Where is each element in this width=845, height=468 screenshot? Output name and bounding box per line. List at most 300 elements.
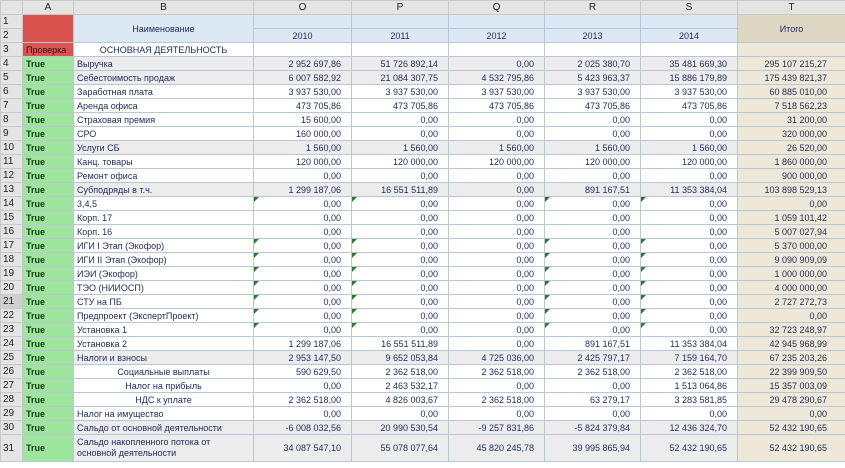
value-cell[interactable]: 20 990 530,54	[352, 421, 449, 435]
value-cell[interactable]: 0,00	[254, 309, 352, 323]
check-cell[interactable]: True	[23, 337, 74, 351]
row-header[interactable]: 7	[1, 99, 23, 113]
value-cell[interactable]: 0,00	[545, 379, 641, 393]
row-header[interactable]: 9	[1, 127, 23, 141]
row-header[interactable]: 2	[1, 29, 23, 43]
value-cell[interactable]: 1 560,00	[641, 141, 738, 155]
value-cell[interactable]: 0,00	[641, 239, 738, 253]
value-cell[interactable]: 12 436 324,70	[641, 421, 738, 435]
value-cell[interactable]: 160 000,00	[254, 127, 352, 141]
total-cell[interactable]: 295 107 215,27	[738, 57, 845, 71]
value-cell[interactable]: 0,00	[254, 253, 352, 267]
table-row	[1, 141, 845, 155]
row-header[interactable]: 30	[1, 421, 23, 435]
value-cell[interactable]: 0,00	[352, 127, 449, 141]
check-cell[interactable]: True	[23, 379, 74, 393]
row-header[interactable]: 4	[1, 57, 23, 71]
year-header-cell[interactable]: 2014	[641, 29, 738, 43]
total-cell[interactable]: 4 000 000,00	[738, 281, 845, 295]
table-row	[1, 351, 845, 365]
check-cell[interactable]: True	[23, 295, 74, 309]
check-header-cell[interactable]	[23, 15, 74, 43]
check-cell[interactable]: True	[23, 127, 74, 141]
row-header[interactable]: 19	[1, 267, 23, 281]
column-header-t[interactable]: T	[738, 1, 845, 15]
value-cell[interactable]: 0,00	[545, 169, 641, 183]
total-cell[interactable]: 60 885 010,00	[738, 85, 845, 99]
value-cell[interactable]: 0,00	[352, 407, 449, 421]
value-cell[interactable]: 473 705,86	[449, 99, 545, 113]
total-cell[interactable]: 67 235 203,26	[738, 351, 845, 365]
check-cell[interactable]: True	[23, 183, 74, 197]
item-name-cell[interactable]: Заработная плата	[74, 85, 254, 99]
column-header-a[interactable]: A	[23, 1, 74, 15]
item-name-cell[interactable]: НДС к уплате	[74, 393, 254, 407]
value-cell[interactable]: 0,00	[449, 253, 545, 267]
value-cell[interactable]: 0,00	[641, 127, 738, 141]
value-cell[interactable]: 0,00	[641, 267, 738, 281]
total-cell[interactable]: 26 520,00	[738, 141, 845, 155]
value-cell[interactable]: 0,00	[545, 127, 641, 141]
check-cell[interactable]: True	[23, 267, 74, 281]
check-cell[interactable]: True	[23, 281, 74, 295]
value-cell[interactable]: 15 886 179,89	[641, 71, 738, 85]
header-spacer-cell[interactable]	[254, 15, 352, 29]
value-cell[interactable]: 0,00	[254, 379, 352, 393]
year-header-cell[interactable]: 2012	[449, 29, 545, 43]
header-spacer-cell[interactable]	[641, 15, 738, 29]
item-name-cell[interactable]: СТУ на ПБ	[74, 295, 254, 309]
value-cell[interactable]: 0,00	[352, 239, 449, 253]
value-cell[interactable]: 891 167,51	[545, 337, 641, 351]
value-cell[interactable]: 15 600,00	[254, 113, 352, 127]
total-cell[interactable]: 0,00	[738, 407, 845, 421]
row-header[interactable]: 14	[1, 197, 23, 211]
value-cell[interactable]: 4 532 795,86	[449, 71, 545, 85]
value-cell[interactable]: 0,00	[545, 197, 641, 211]
check-cell[interactable]: True	[23, 155, 74, 169]
value-cell[interactable]: 1 513 064,86	[641, 379, 738, 393]
value-cell[interactable]: 3 937 530,00	[254, 85, 352, 99]
value-cell[interactable]: 7 159 164,70	[641, 351, 738, 365]
value-cell[interactable]: 3 937 530,00	[641, 85, 738, 99]
value-cell[interactable]: 2 362 518,00	[449, 365, 545, 379]
total-cell[interactable]: 29 478 290,67	[738, 393, 845, 407]
value-cell[interactable]: 3 283 581,85	[641, 393, 738, 407]
value-cell[interactable]: 2 953 147,50	[254, 351, 352, 365]
value-cell[interactable]: 2 952 697,86	[254, 57, 352, 71]
item-name-cell[interactable]: Установка 2	[74, 337, 254, 351]
total-cell[interactable]: 52 432 190,65	[738, 435, 845, 462]
total-cell[interactable]: 7 518 562,23	[738, 99, 845, 113]
check-cell[interactable]: True	[23, 85, 74, 99]
table-row	[1, 211, 845, 225]
value-cell[interactable]: 0,00	[545, 323, 641, 337]
total-cell[interactable]: 31 200,00	[738, 113, 845, 127]
value-cell[interactable]: 1 299 187,06	[254, 337, 352, 351]
value-cell[interactable]: 0,00	[352, 253, 449, 267]
table-row	[1, 435, 845, 462]
value-cell[interactable]: 0,00	[641, 253, 738, 267]
table-row	[1, 113, 845, 127]
check-cell[interactable]: True	[23, 365, 74, 379]
value-cell[interactable]: 39 995 865,94	[545, 435, 641, 462]
check-cell[interactable]: True	[23, 421, 74, 435]
check-cell[interactable]: True	[23, 99, 74, 113]
value-cell[interactable]: 0,00	[449, 309, 545, 323]
value-cell[interactable]: 2 362 518,00	[254, 393, 352, 407]
item-name-cell[interactable]: ТЭО (НИИОСП)	[74, 281, 254, 295]
value-cell[interactable]: 473 705,86	[545, 99, 641, 113]
value-cell[interactable]: 0,00	[352, 211, 449, 225]
value-cell[interactable]: 0,00	[641, 309, 738, 323]
value-cell[interactable]: 0,00	[254, 281, 352, 295]
value-cell[interactable]: 0,00	[254, 267, 352, 281]
column-header-p[interactable]: P	[352, 1, 449, 15]
value-cell[interactable]: 0,00	[641, 169, 738, 183]
value-cell[interactable]: 3 937 530,00	[449, 85, 545, 99]
value-cell[interactable]: 0,00	[545, 225, 641, 239]
total-cell[interactable]: 5 007 027,94	[738, 225, 845, 239]
value-cell[interactable]: -6 008 032,56	[254, 421, 352, 435]
item-name-cell[interactable]: Социальные выплаты	[74, 365, 254, 379]
value-cell[interactable]: 0,00	[449, 211, 545, 225]
item-name-cell[interactable]: Налоги и взносы	[74, 351, 254, 365]
item-name-cell[interactable]: Корп. 17	[74, 211, 254, 225]
check-cell[interactable]: True	[23, 309, 74, 323]
total-cell[interactable]: 320 000,00	[738, 127, 845, 141]
value-cell[interactable]: 0,00	[641, 281, 738, 295]
value-cell[interactable]: -5 824 379,84	[545, 421, 641, 435]
value-cell[interactable]: 0,00	[254, 225, 352, 239]
value-cell[interactable]: 891 167,51	[545, 183, 641, 197]
item-name-cell[interactable]: СРО	[74, 127, 254, 141]
value-cell[interactable]: 0,00	[641, 295, 738, 309]
value-cell[interactable]: 51 726 892,14	[352, 57, 449, 71]
check-cell[interactable]: True	[23, 435, 74, 462]
value-cell[interactable]: 21 084 307,75	[352, 71, 449, 85]
value-cell[interactable]: 473 705,86	[352, 99, 449, 113]
value-cell[interactable]: 1 560,00	[352, 141, 449, 155]
row-header[interactable]: 25	[1, 351, 23, 365]
item-name-cell[interactable]: ИЭИ (Экофор)	[74, 267, 254, 281]
table-row	[1, 421, 845, 435]
table-row	[1, 267, 845, 281]
total-cell[interactable]: 900 000,00	[738, 169, 845, 183]
value-cell[interactable]: 5 423 963,37	[545, 71, 641, 85]
value-cell[interactable]: 0,00	[449, 379, 545, 393]
value-cell[interactable]: 590 629,50	[254, 365, 352, 379]
column-header-row	[1, 1, 845, 15]
check-cell[interactable]: True	[23, 141, 74, 155]
total-cell[interactable]: 2 727 272,73	[738, 295, 845, 309]
value-cell[interactable]: 0,00	[352, 169, 449, 183]
value-cell[interactable]: 0,00	[254, 295, 352, 309]
total-cell[interactable]: 1 059 101,42	[738, 211, 845, 225]
value-cell[interactable]: 0,00	[449, 225, 545, 239]
total-cell[interactable]: 32 723 248,97	[738, 323, 845, 337]
row-header[interactable]: 18	[1, 253, 23, 267]
item-name-cell[interactable]: Сальдо накопленного потока от основной деятельности	[74, 435, 254, 462]
total-cell[interactable]: 42 945 968,99	[738, 337, 845, 351]
row-header[interactable]: 17	[1, 239, 23, 253]
empty-cell[interactable]	[352, 43, 449, 57]
row-header[interactable]: 29	[1, 407, 23, 421]
total-cell[interactable]: 0,00	[738, 309, 845, 323]
value-cell[interactable]: 0,00	[254, 407, 352, 421]
value-cell[interactable]: 0,00	[352, 323, 449, 337]
total-cell[interactable]: 175 439 821,37	[738, 71, 845, 85]
check-cell[interactable]: True	[23, 393, 74, 407]
table-row	[1, 169, 845, 183]
item-name-cell[interactable]: Установка 1	[74, 323, 254, 337]
value-cell[interactable]: 4 725 036,00	[449, 351, 545, 365]
value-cell[interactable]: 120 000,00	[352, 155, 449, 169]
column-header-q[interactable]: Q	[449, 1, 545, 15]
row-header[interactable]: 28	[1, 393, 23, 407]
total-cell[interactable]: 5 370 000,00	[738, 239, 845, 253]
value-cell[interactable]: 120 000,00	[545, 155, 641, 169]
value-cell[interactable]: 2 463 532,17	[352, 379, 449, 393]
header-spacer-cell[interactable]	[545, 15, 641, 29]
item-name-cell[interactable]: Налог на прибыль	[74, 379, 254, 393]
value-cell[interactable]: 0,00	[352, 309, 449, 323]
year-header-cell[interactable]: 2011	[352, 29, 449, 43]
name-header-cell[interactable]: Наименование	[74, 15, 254, 43]
value-cell[interactable]: 0,00	[449, 281, 545, 295]
total-cell[interactable]: 22 399 909,50	[738, 365, 845, 379]
value-cell[interactable]: 0,00	[545, 253, 641, 267]
value-cell[interactable]: 0,00	[449, 57, 545, 71]
row-header[interactable]: 31	[1, 435, 23, 462]
item-name-cell[interactable]: Субподряды в т.ч.	[74, 183, 254, 197]
empty-cell[interactable]	[254, 43, 352, 57]
value-cell[interactable]: 0,00	[545, 281, 641, 295]
table-row	[1, 309, 845, 323]
value-cell[interactable]: 0,00	[254, 239, 352, 253]
item-name-cell[interactable]: Страховая премия	[74, 113, 254, 127]
value-cell[interactable]: 473 705,86	[641, 99, 738, 113]
value-cell[interactable]: 0,00	[254, 169, 352, 183]
table-row	[1, 365, 845, 379]
row-header[interactable]: 16	[1, 225, 23, 239]
value-cell[interactable]: 34 087 547,10	[254, 435, 352, 462]
year-header-cell[interactable]: 2013	[545, 29, 641, 43]
row-header[interactable]: 27	[1, 379, 23, 393]
value-cell[interactable]: 0,00	[641, 323, 738, 337]
select-all-corner[interactable]	[1, 1, 23, 15]
row-header[interactable]: 20	[1, 281, 23, 295]
value-cell[interactable]: 120 000,00	[641, 155, 738, 169]
value-cell[interactable]: 0,00	[449, 323, 545, 337]
row-header[interactable]: 26	[1, 365, 23, 379]
item-name-cell[interactable]: Канц. товары	[74, 155, 254, 169]
check-cell[interactable]: True	[23, 225, 74, 239]
header-spacer-cell[interactable]	[352, 15, 449, 29]
value-cell[interactable]: 0,00	[641, 113, 738, 127]
item-name-cell[interactable]: Выручка	[74, 57, 254, 71]
row-header[interactable]: 3	[1, 43, 23, 57]
column-header-o[interactable]: O	[254, 1, 352, 15]
row-header[interactable]: 5	[1, 71, 23, 85]
value-cell[interactable]: 2 362 518,00	[641, 365, 738, 379]
value-cell[interactable]: 0,00	[545, 267, 641, 281]
value-cell[interactable]: 0,00	[352, 267, 449, 281]
check-cell[interactable]: True	[23, 169, 74, 183]
value-cell[interactable]: 0,00	[449, 169, 545, 183]
value-cell[interactable]: 0,00	[254, 197, 352, 211]
value-cell[interactable]: 0,00	[545, 407, 641, 421]
item-name-cell[interactable]: Услуги СБ	[74, 141, 254, 155]
value-cell[interactable]: 0,00	[641, 407, 738, 421]
item-name-cell[interactable]: ИГИ I Этап (Экофор)	[74, 239, 254, 253]
empty-cell[interactable]	[545, 43, 641, 57]
year-header-cell[interactable]: 2010	[254, 29, 352, 43]
item-name-cell[interactable]: Аренда офиса	[74, 99, 254, 113]
value-cell[interactable]: 2 362 518,00	[545, 365, 641, 379]
value-cell[interactable]: 6 007 582,92	[254, 71, 352, 85]
check-cell[interactable]: True	[23, 323, 74, 337]
value-cell[interactable]: 0,00	[449, 337, 545, 351]
check-cell[interactable]: True	[23, 197, 74, 211]
value-cell[interactable]: 1 560,00	[254, 141, 352, 155]
item-name-cell[interactable]: Корп. 16	[74, 225, 254, 239]
value-cell[interactable]: 16 551 511,89	[352, 337, 449, 351]
check-label-cell[interactable]: Проверка	[23, 43, 74, 57]
empty-cell[interactable]	[641, 43, 738, 57]
item-name-cell[interactable]: 3,4,5	[74, 197, 254, 211]
table-row	[1, 253, 845, 267]
value-cell[interactable]: 0,00	[545, 295, 641, 309]
item-name-cell[interactable]: Сальдо от основной деятельности	[74, 421, 254, 435]
value-cell[interactable]: 0,00	[449, 407, 545, 421]
check-cell[interactable]: True	[23, 57, 74, 71]
check-cell[interactable]: True	[23, 211, 74, 225]
value-cell[interactable]: 2 362 518,00	[449, 393, 545, 407]
item-name-cell[interactable]: Себестоимость продаж	[74, 71, 254, 85]
column-header-b[interactable]: B	[74, 1, 254, 15]
header-spacer-cell[interactable]	[449, 15, 545, 29]
row-header[interactable]: 12	[1, 169, 23, 183]
total-cell[interactable]: 1 860 000,00	[738, 155, 845, 169]
total-cell[interactable]: 52 432 190,65	[738, 421, 845, 435]
total-cell[interactable]: 103 898 529,13	[738, 183, 845, 197]
check-cell[interactable]: True	[23, 71, 74, 85]
row-header[interactable]: 21	[1, 295, 23, 309]
row-header[interactable]: 24	[1, 337, 23, 351]
value-cell[interactable]: 0,00	[449, 295, 545, 309]
value-cell[interactable]: 0,00	[254, 323, 352, 337]
value-cell[interactable]: 0,00	[641, 211, 738, 225]
value-cell[interactable]: 0,00	[545, 211, 641, 225]
row-header[interactable]: 11	[1, 155, 23, 169]
value-cell[interactable]: 0,00	[449, 113, 545, 127]
item-name-cell[interactable]: Налог на имущество	[74, 407, 254, 421]
value-cell[interactable]: 0,00	[254, 211, 352, 225]
total-header-cell[interactable]: Итого	[738, 15, 845, 43]
value-cell[interactable]: 9 652 053,84	[352, 351, 449, 365]
value-cell[interactable]: 0,00	[352, 197, 449, 211]
value-cell[interactable]: 16 551 511,89	[352, 183, 449, 197]
row-header[interactable]: 23	[1, 323, 23, 337]
total-cell[interactable]: 9 090 909,09	[738, 253, 845, 267]
value-cell[interactable]: 0,00	[352, 113, 449, 127]
row-header[interactable]: 15	[1, 211, 23, 225]
value-cell[interactable]: 35 481 669,30	[641, 57, 738, 71]
table-row	[1, 225, 845, 239]
value-cell[interactable]: 45 820 245,78	[449, 435, 545, 462]
column-header-s[interactable]: S	[641, 1, 738, 15]
value-cell[interactable]: 0,00	[352, 225, 449, 239]
total-cell[interactable]: 15 357 003,09	[738, 379, 845, 393]
value-cell[interactable]: 3 937 530,00	[545, 85, 641, 99]
table-row	[1, 323, 845, 337]
row-header[interactable]: 1	[1, 15, 23, 29]
value-cell[interactable]: 0,00	[449, 183, 545, 197]
value-cell[interactable]: 0,00	[352, 295, 449, 309]
total-cell[interactable]: 1 000 000,00	[738, 267, 845, 281]
value-cell[interactable]: 0,00	[545, 113, 641, 127]
value-cell[interactable]: 473 705,86	[254, 99, 352, 113]
item-name-cell[interactable]: Предпроект (ЭкспертПроект)	[74, 309, 254, 323]
value-cell[interactable]: 11 353 384,04	[641, 183, 738, 197]
value-cell[interactable]: 2 362 518,00	[352, 365, 449, 379]
check-cell[interactable]: True	[23, 113, 74, 127]
section-title-cell[interactable]: ОСНОВНАЯ ДЕЯТЕЛЬНОСТЬ	[74, 43, 254, 57]
value-cell[interactable]: 0,00	[449, 197, 545, 211]
value-cell[interactable]: 11 353 384,04	[641, 337, 738, 351]
row-header[interactable]: 22	[1, 309, 23, 323]
empty-cell[interactable]	[449, 43, 545, 57]
check-cell[interactable]: True	[23, 239, 74, 253]
item-name-cell[interactable]: ИГИ II Этап (Экофор)	[74, 253, 254, 267]
check-cell[interactable]: True	[23, 407, 74, 421]
value-cell[interactable]: 63 279,17	[545, 393, 641, 407]
value-cell[interactable]: 0,00	[449, 127, 545, 141]
column-header-r[interactable]: R	[545, 1, 641, 15]
table-row	[1, 155, 845, 169]
value-cell[interactable]: 1 560,00	[449, 141, 545, 155]
value-cell[interactable]: 0,00	[545, 239, 641, 253]
total-cell[interactable]: 0,00	[738, 197, 845, 211]
row-header[interactable]: 10	[1, 141, 23, 155]
value-cell[interactable]: 52 432 190,65	[641, 435, 738, 462]
value-cell[interactable]: 55 078 077,64	[352, 435, 449, 462]
check-cell[interactable]: True	[23, 253, 74, 267]
row-header[interactable]: 13	[1, 183, 23, 197]
value-cell[interactable]: 1 560,00	[545, 141, 641, 155]
check-cell[interactable]: True	[23, 351, 74, 365]
value-cell[interactable]: 120 000,00	[449, 155, 545, 169]
value-cell[interactable]: 2 025 380,70	[545, 57, 641, 71]
value-cell[interactable]: 1 299 187,06	[254, 183, 352, 197]
value-cell[interactable]: 0,00	[352, 281, 449, 295]
empty-total-cell[interactable]	[738, 43, 845, 57]
value-cell[interactable]: 0,00	[449, 267, 545, 281]
value-cell[interactable]: 0,00	[449, 239, 545, 253]
value-cell[interactable]: -9 257 831,86	[449, 421, 545, 435]
value-cell[interactable]: 0,00	[641, 197, 738, 211]
value-cell[interactable]: 2 425 797,17	[545, 351, 641, 365]
item-name-cell[interactable]: Ремонт офиса	[74, 169, 254, 183]
value-cell[interactable]: 3 937 530,00	[352, 85, 449, 99]
row-header[interactable]: 8	[1, 113, 23, 127]
value-cell[interactable]: 0,00	[641, 225, 738, 239]
row-header[interactable]: 6	[1, 85, 23, 99]
value-cell[interactable]: 0,00	[545, 309, 641, 323]
value-cell[interactable]: 120 000,00	[254, 155, 352, 169]
value-cell[interactable]: 4 826 003,67	[352, 393, 449, 407]
